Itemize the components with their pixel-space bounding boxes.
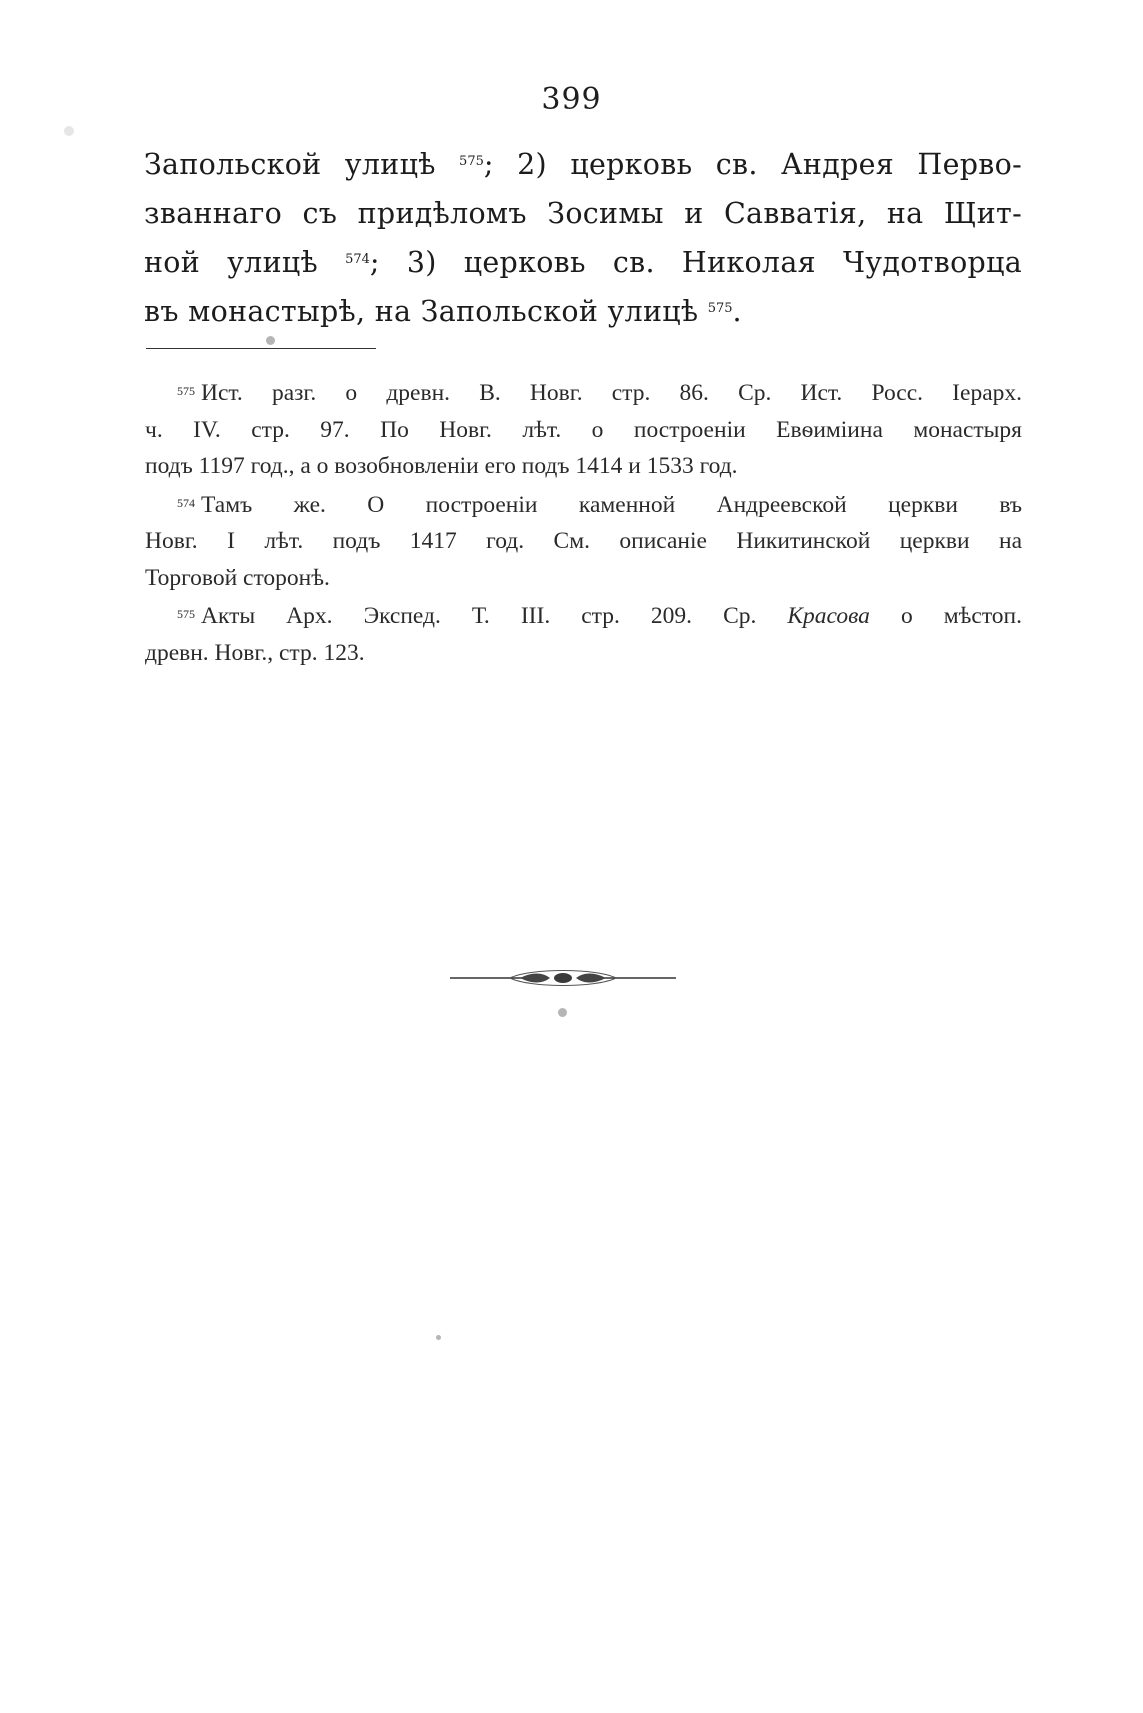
author-name-italic: Красова bbox=[787, 603, 870, 629]
footnote-ref: 575 bbox=[707, 301, 733, 316]
paper-speck bbox=[558, 1008, 567, 1017]
footnote-separator bbox=[146, 348, 376, 349]
main-text-line bbox=[144, 287, 1022, 336]
footnote-line: Новг. I лѣт. подъ 1417 год. См. описаніе Никитинской церкви на bbox=[145, 528, 1022, 554]
text-run: . bbox=[732, 295, 742, 328]
footnote-line bbox=[145, 598, 1022, 635]
footnote-number: 575 bbox=[177, 384, 195, 398]
footnotes-block bbox=[145, 375, 1022, 671]
text-run: въ монастырѣ, на Запольской улицѣ bbox=[144, 295, 699, 328]
footnote-line: древн. Новг., стр. 123. bbox=[145, 639, 365, 666]
footnote-575-b bbox=[145, 598, 1022, 671]
footnote-574 bbox=[145, 487, 1022, 597]
paper-speck bbox=[64, 126, 74, 136]
divider-flourish-icon bbox=[450, 968, 676, 988]
footnote-ref: 575 bbox=[459, 154, 484, 169]
footnote-number: 575 bbox=[177, 607, 195, 621]
text-run: ной улицѣ bbox=[144, 246, 318, 279]
footnote-ref: 574 bbox=[345, 252, 370, 267]
footnote-line bbox=[145, 375, 1022, 412]
paper-speck bbox=[266, 336, 275, 345]
main-text-line bbox=[144, 140, 1022, 189]
page-number: 399 bbox=[541, 82, 602, 117]
text-run: Тамъ же. О построеніи каменной Андреевской церкви въ bbox=[201, 491, 1022, 518]
main-text-block bbox=[144, 140, 1022, 336]
main-text-line: званнаго съ придѣломъ Зосимы и Савватія, на Щит- bbox=[144, 197, 1022, 230]
footnote-line bbox=[145, 487, 1022, 524]
text-run: Ист. разг. о древн. В. Новг. стр. 86. Ср. Ист. Росс. Іерарх. bbox=[201, 380, 1022, 406]
footnote-number: 574 bbox=[177, 495, 195, 510]
text-run: о мѣстоп. bbox=[900, 603, 1022, 629]
text-run: Акты Арх. Экспед. Т. III. стр. 209. Ср. bbox=[201, 603, 757, 629]
footnote-line: Торговой сторонѣ. bbox=[145, 564, 330, 591]
footnote-line: подъ 1197 год., а о возобновленіи его подъ 1414 и 1533 год. bbox=[145, 453, 738, 479]
text-run: ; 3) церковь св. Николая Чудотворца bbox=[369, 246, 1023, 279]
text-run: ; 2) церковь св. Андрея Перво- bbox=[483, 148, 1023, 181]
footnote-575-a bbox=[145, 375, 1022, 485]
main-text-line bbox=[144, 238, 1022, 287]
paper-speck bbox=[436, 1335, 441, 1340]
text-run: Запольской улицѣ bbox=[144, 148, 436, 181]
footnote-line: ч. IV. стр. 97. По Новг. лѣт. о построеніи Евѳиміина монастыря bbox=[145, 416, 1022, 443]
